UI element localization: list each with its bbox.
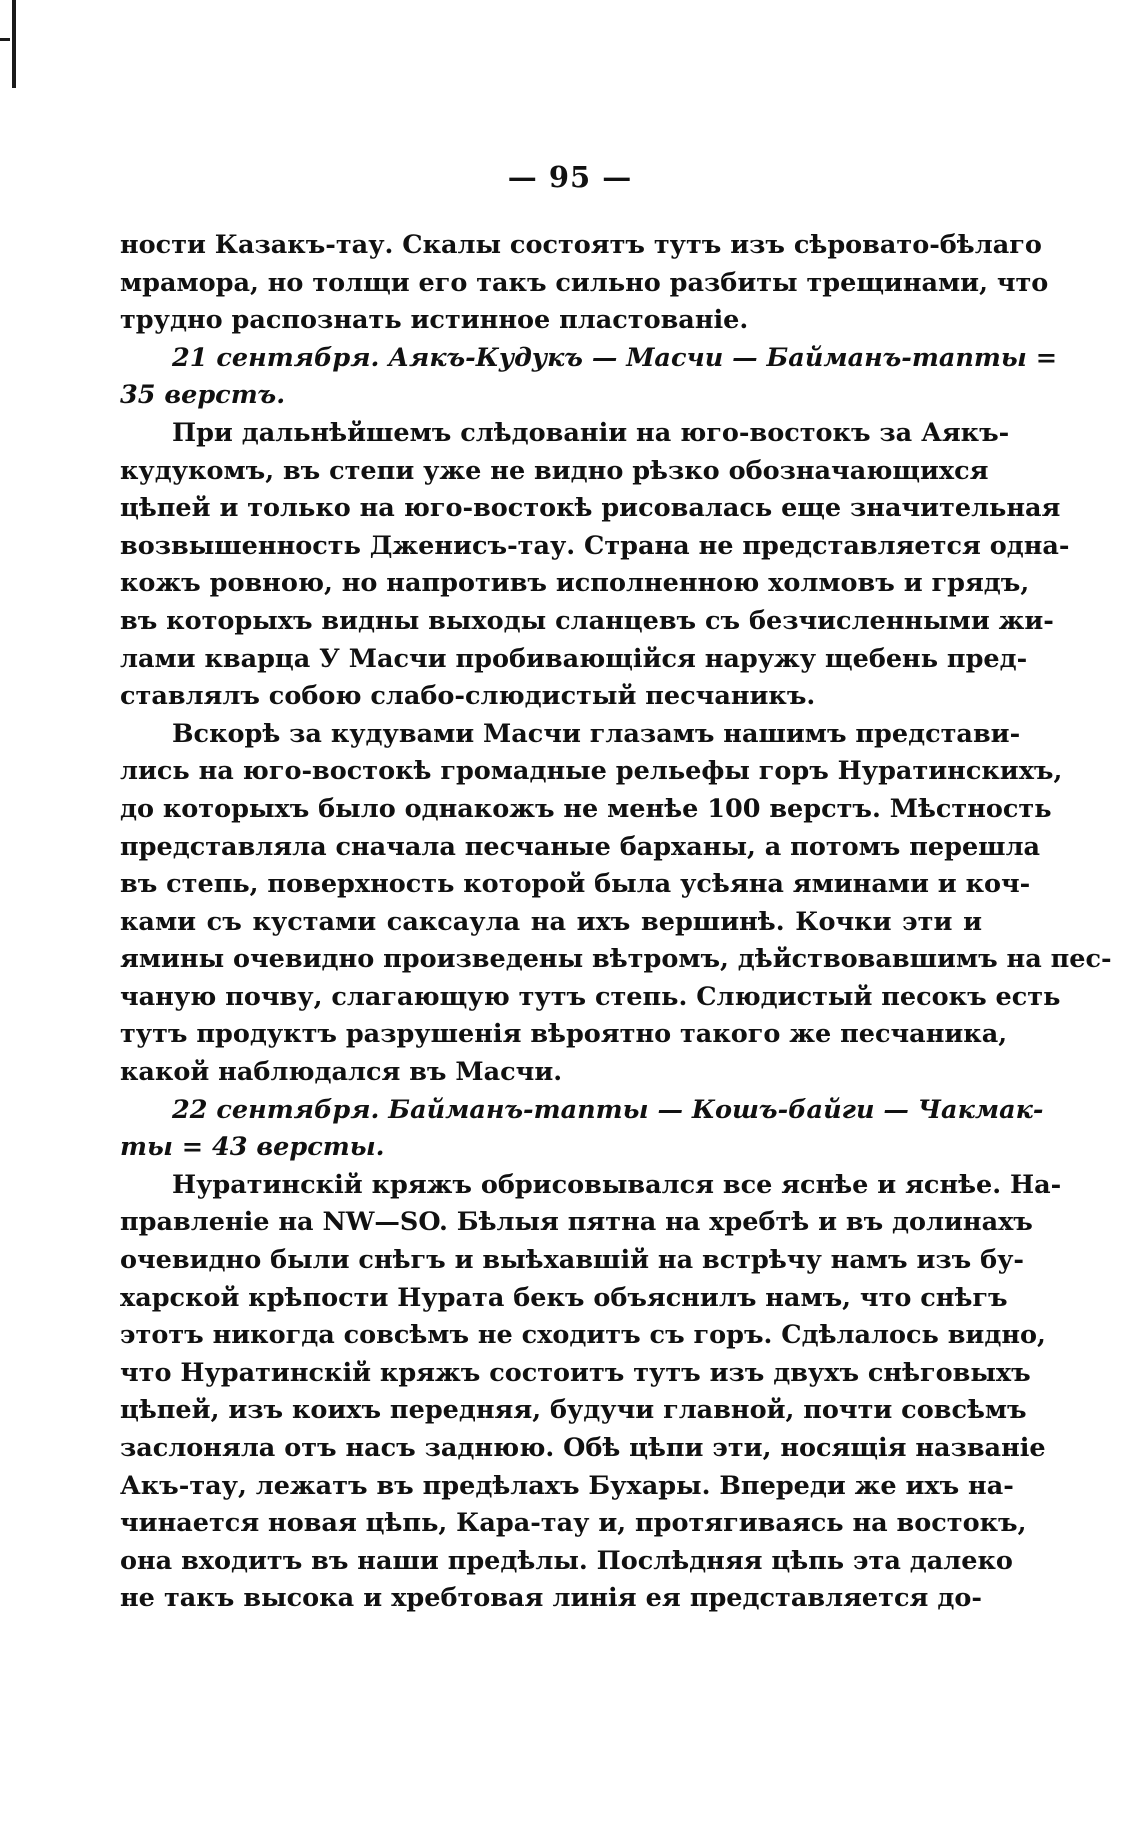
text-line: до которыхъ было однакожъ не менѣе 100 верстъ. Мѣстность [120, 793, 1052, 824]
text-line: лами кварца У Масчи пробивающійся наружу щебень пред- [120, 643, 1028, 674]
text-line: правленіе на NW—SO. Бѣлыя пятна на хребтѣ и въ долинахъ [120, 1207, 1033, 1238]
text-line: ками съ кустами саксаула на ихъ вершинѣ. Кочки эти и [120, 906, 982, 937]
text-line: лись на юго-востокѣ громадные рельефы горъ Нуратинскихъ, [120, 756, 1063, 787]
text-line: трудно распознать истинное пластованіе. [120, 305, 749, 336]
text-line: въ степь, поверхность которой была усѣяна яминами и коч- [120, 869, 1031, 900]
text-line: Вскорѣ за кудувами Масчи глазамъ нашимъ представи- [172, 718, 1021, 749]
text-line: кожъ ровною, но напротивъ исполненною холмовъ и грядъ, [120, 568, 1030, 599]
scan-edge-tick [0, 38, 10, 41]
text-line: 21 сентября. Аякъ-Кудукъ — Масчи — Байманъ-тапты = [172, 342, 1058, 373]
text-line: цѣпей, изъ коихъ передняя, будучи главной, почти совсѣмъ [120, 1395, 1027, 1426]
scan-edge-mark [12, 0, 16, 88]
text-line: представляла сначала песчаные барханы, а потомъ перешла [120, 831, 1041, 862]
text-line: что Нуратинскій кряжъ состоитъ тутъ изъ двухъ снѣговыхъ [120, 1357, 1031, 1388]
text-line: мрамора, но толщи его такъ сильно разбиты трещинами, что [120, 267, 1049, 298]
page-number: — 95 — [507, 160, 633, 194]
text-line: очевидно были снѣгъ и выѣхавшій на встрѣчу намъ изъ бу- [120, 1245, 1024, 1276]
text-line: Акъ-тау, лежатъ въ предѣлахъ Бухары. Впереди же ихъ на- [120, 1470, 1014, 1501]
text-line: Нуратинскій кряжъ обрисовывался все яснѣе и яснѣе. На- [172, 1169, 1062, 1200]
text-line: тутъ продуктъ разрушенія вѣроятно такого же песчаника, [120, 1019, 1008, 1050]
text-line: ты = 43 версты. [120, 1132, 385, 1163]
text-line: не такъ высока и хребтовая линія ея представляется до- [120, 1583, 982, 1614]
text-line: какой наблюдался въ Масчи. [120, 1057, 563, 1088]
text-line: чаную почву, слагающую тутъ степь. Слюдистый песокъ есть [120, 981, 1061, 1012]
text-line: ямины очевидно произведены вѣтромъ, дѣйствовавшимъ на пес- [120, 944, 1112, 975]
text-line: возвышенность Дженисъ-тау. Страна не представляется одна- [120, 530, 1070, 561]
text-line: заслоняла отъ насъ заднюю. Обѣ цѣпи эти, носящія названіе [120, 1433, 1046, 1463]
text-line: харской крѣпости Нурата бекъ объяснилъ намъ, что снѣгъ [120, 1282, 1008, 1313]
text-line: ности Казакъ-тау. Скалы состоятъ тутъ изъ сѣровато-бѣлаго [120, 230, 1042, 260]
text-line: цѣпей и только на юго-востокѣ рисовалась еще значительная [120, 493, 1061, 524]
text-line: 22 сентября. Байманъ-тапты — Кошъ-байги — Чакмак- [172, 1094, 1044, 1125]
text-line: При дальнѣйшемъ слѣдованіи на юго-востокъ за Аякъ- [172, 417, 1010, 448]
page-body [120, 227, 1112, 1618]
text-line: чинается новая цѣпь, Кара-тау и, протягиваясь на востокъ, [120, 1508, 1027, 1539]
text-line: ставлялъ собою слабо-слюдистый песчаникъ. [120, 681, 816, 712]
text-line: этотъ никогда совсѣмъ не сходитъ съ горъ. Сдѣлалось видно, [120, 1320, 1046, 1351]
text-line: въ которыхъ видны выходы сланцевъ съ безчисленными жи- [120, 605, 1054, 636]
text-line: она входитъ въ наши предѣлы. Послѣдняя цѣпь эта далеко [120, 1545, 1013, 1576]
text-line: кудукомъ, въ степи уже не видно рѣзко обозначающихся [120, 455, 989, 486]
text-line: 35 верстъ. [120, 380, 286, 411]
